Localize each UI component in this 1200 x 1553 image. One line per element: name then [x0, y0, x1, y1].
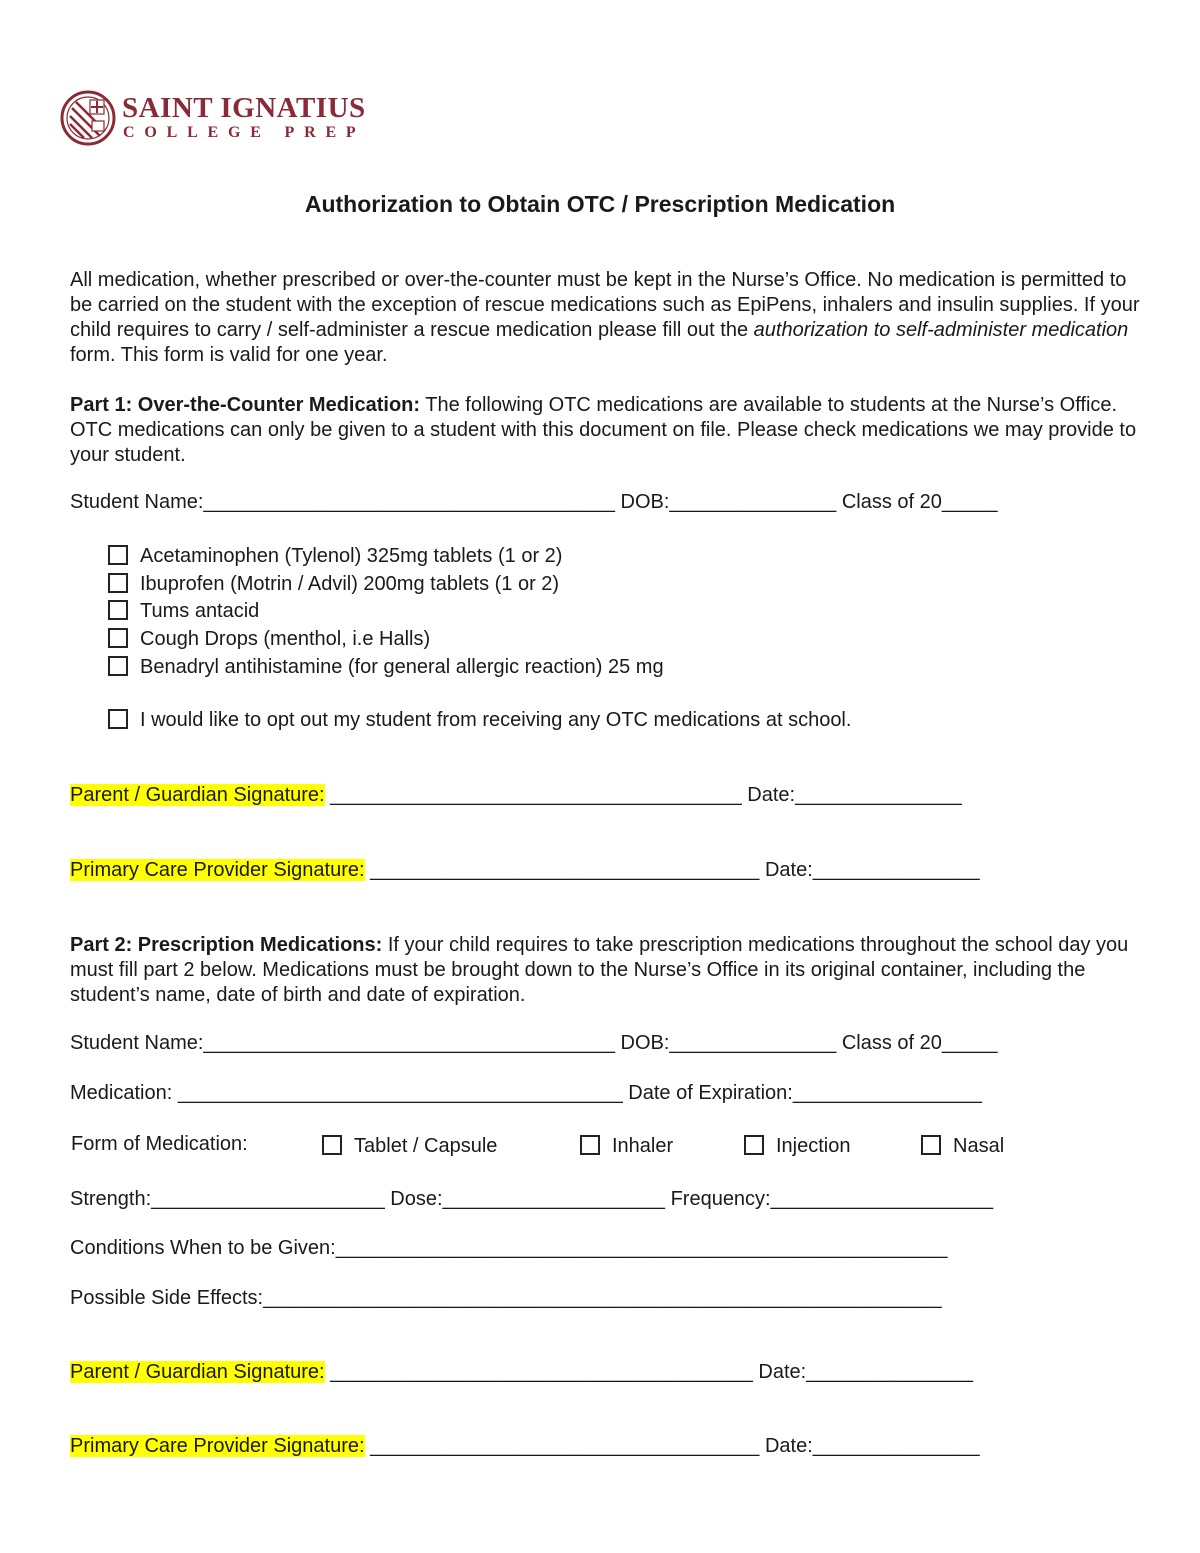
form-tablet-capsule[interactable] — [322, 1134, 497, 1158]
parent-signature-label: Parent / Guardian Signature: — [70, 784, 325, 806]
intro-paragraph — [70, 268, 1140, 368]
checkbox[interactable] — [108, 628, 128, 648]
signature-line[interactable]: ______________________________________ Date:_______________ — [324, 1361, 974, 1383]
otc-med-label: Acetaminophen (Tylenol) 325mg tablets (1 or 2) — [140, 545, 563, 567]
checkbox[interactable] — [744, 1135, 764, 1155]
form-injection[interactable] — [744, 1134, 851, 1158]
part1-pcp-signature[interactable] — [70, 858, 980, 882]
signature-line[interactable]: ___________________________________ Date:_______________ — [364, 859, 980, 881]
strength-dose-frequency-line[interactable]: Strength:_____________________ Dose:____________________ Frequency:____________________ — [70, 1188, 994, 1210]
otc-med-ibuprofen[interactable] — [108, 571, 559, 597]
part1-text: The following OTC medications are available to students at the Nurse’s Office. OTC medications can only be given to a student with this document on file. Please check medications we may provide to your student. — [70, 394, 1137, 466]
form-nasal[interactable] — [921, 1134, 1004, 1158]
checkbox[interactable] — [108, 545, 128, 565]
otc-med-benadryl[interactable] — [108, 654, 664, 680]
conditions-line[interactable]: Conditions When to be Given:_______________________________________________________ — [70, 1237, 948, 1259]
checkbox[interactable] — [108, 656, 128, 676]
form-option-label: Nasal — [953, 1135, 1005, 1157]
pcp-signature-label: Primary Care Provider Signature: — [70, 859, 365, 881]
opt-out-label: I would like to opt out my student from receiving any OTC medications at school. — [140, 709, 852, 731]
otc-opt-out[interactable] — [108, 707, 851, 733]
part2-heading: Part 2: Prescription Medications: — [70, 934, 383, 956]
otc-med-label: Cough Drops (menthol, i.e Halls) — [140, 628, 431, 650]
part1-heading: Part 1: Over-the-Counter Medication: — [70, 394, 421, 416]
intro-text: All medication, whether prescribed or over-the-counter must be kept in the Nurse’s Office. No medication is permitted to be carried on the student with the exception of rescue medications such as EpiPens, inhalers and insulin supplies. If your child requires to carry / self-administer a rescue medication please fill out the — [70, 269, 1140, 341]
part2-paragraph — [70, 933, 1140, 1008]
otc-med-label: Benadryl antihistamine (for general allergic reaction) 25 mg — [140, 656, 664, 678]
form-option-label: Inhaler — [612, 1135, 674, 1157]
checkbox[interactable] — [322, 1135, 342, 1155]
part2-parent-signature[interactable] — [70, 1360, 973, 1384]
otc-med-acetaminophen[interactable] — [108, 543, 562, 569]
part1-parent-signature[interactable] — [70, 783, 962, 807]
page-title: Authorization to Obtain OTC / Prescription Medication — [304, 191, 896, 217]
form-option-label: Tablet / Capsule — [354, 1135, 498, 1157]
checkbox[interactable] — [580, 1135, 600, 1155]
form-of-medication-label: Form of Medication: — [71, 1133, 248, 1155]
checkbox[interactable] — [921, 1135, 941, 1155]
otc-med-label: Tums antacid — [140, 600, 260, 622]
form-option-label: Injection — [776, 1135, 851, 1157]
medication-line[interactable]: Medication: ________________________________________ Date of Expiration:_________________ — [70, 1082, 982, 1104]
side-effects-line[interactable]: Possible Side Effects:_____________________________________________________________ — [70, 1287, 942, 1309]
part2-pcp-signature[interactable] — [70, 1434, 980, 1458]
parent-signature-label: Parent / Guardian Signature: — [70, 1361, 325, 1383]
pcp-signature-label: Primary Care Provider Signature: — [70, 1435, 365, 1457]
otc-med-cough-drops[interactable] — [108, 626, 430, 652]
part2-student-line[interactable]: Student Name:_____________________________________ DOB:_______________ Class of 20_____ — [70, 1032, 998, 1054]
checkbox[interactable] — [108, 573, 128, 593]
school-subtitle: COLLEGE PREP — [123, 124, 366, 141]
school-crest-icon — [60, 90, 116, 146]
school-name: SAINT IGNATIUS — [122, 92, 366, 124]
otc-med-tums[interactable] — [108, 598, 259, 624]
part1-student-line[interactable]: Student Name:_____________________________________ DOB:_______________ Class of 20_____ — [70, 491, 998, 513]
signature-line[interactable]: _____________________________________ Date:_______________ — [324, 784, 962, 806]
intro-form-link: authorization to self-administer medication — [753, 319, 1129, 341]
checkbox[interactable] — [108, 600, 128, 620]
form-inhaler[interactable] — [580, 1134, 673, 1158]
part2-text: If your child requires to take prescription medications throughout the school day you must fill part 2 below. Medications must be brought down to the Nurse’s Office in its original container, including the student’s name, date of birth and date of expiration. — [70, 934, 1129, 1006]
intro-text-end: form. This form is valid for one year. — [70, 344, 388, 366]
part1-paragraph — [70, 393, 1140, 468]
signature-line[interactable]: ___________________________________ Date:_______________ — [364, 1435, 980, 1457]
checkbox[interactable] — [108, 709, 128, 729]
otc-med-label: Ibuprofen (Motrin / Advil) 200mg tablets (1 or 2) — [140, 573, 560, 595]
